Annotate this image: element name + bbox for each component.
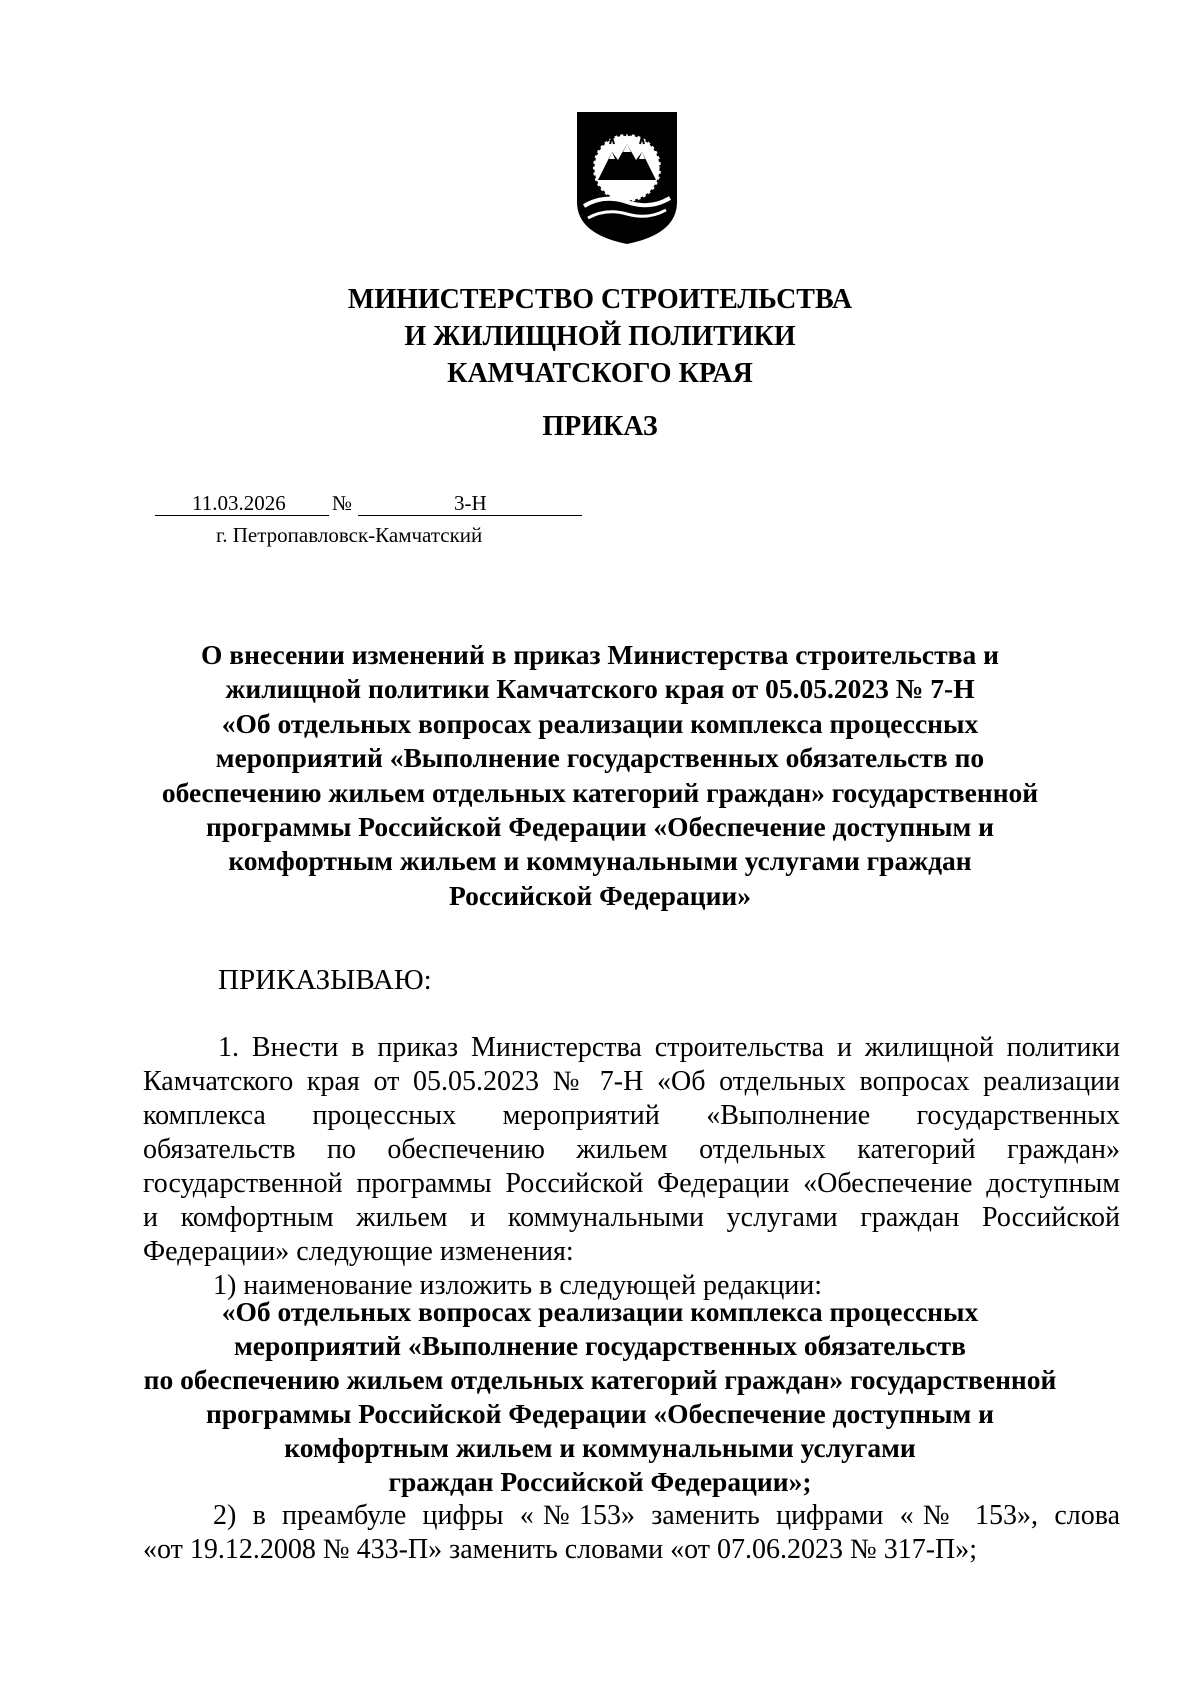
title-line: Российской Федерации» [448,879,752,911]
orders-heading: ПРИКАЗЫВАЮ: [218,964,432,996]
new-title-block [0,1295,1200,1499]
document-number: 3-Н [454,491,487,515]
title-line: жилищной политики Камчатского края от 05.05.2023 № 7-Н [225,673,975,705]
new-title-line: по обеспечению жильем отдельных категорий граждан» государственной [143,1364,1057,1395]
title-line: мероприятий «Выполнение государственных обязательств по [215,742,985,774]
ministry-name [0,281,1200,392]
item-1: 1) наименование изложить в следующей редакции: [213,1270,823,1301]
coat-of-arms-icon [574,110,680,246]
date-underline [155,515,329,516]
document-title [0,638,1200,913]
para-line: комплекса процессных мероприятий «Выполнение государственных [143,1100,1120,1131]
ministry-line: КАМЧАТСКОГО КРАЯ [447,358,753,389]
new-title-line: мероприятий «Выполнение государственных обязательств [234,1330,966,1361]
item-2 [143,1499,1120,1567]
item-2-line: 2) в преамбуле цифры «№153» заменить цифрами «№ 153», слова [213,1500,1120,1531]
title-line: комфортным жильем и коммунальными услугами граждан [228,845,972,877]
new-title-line: граждан Российской Федерации»; [388,1466,812,1497]
document-date: 11.03.2026 [192,491,286,515]
number-sign: № [332,491,353,515]
ministry-line: И ЖИЛИЩНОЙ ПОЛИТИКИ [404,321,796,352]
new-title-line: «Об отдельных вопросах реализации комплекса процессных [221,1296,979,1327]
para-line: Федерации» следующие изменения: [143,1236,574,1267]
title-line: О внесении изменений в приказ Министерства строительства и [201,639,999,670]
para-line: Камчатского края от 05.05.2023 № 7-Н «Об отдельных вопросах реализации [143,1066,1120,1097]
para-line: 1. Внести в приказ Министерства строительства и жилищной политики [218,1032,1120,1063]
new-title-line: программы Российской Федерации «Обеспечение доступным и [206,1398,994,1429]
paragraph-1 [143,1031,1120,1303]
para-line: и комфортным жильем и коммунальными услугами граждан Российской [143,1202,1120,1233]
title-line: «Об отдельных вопросах реализации комплекса процессных [221,707,979,739]
document-type: ПРИКАЗ [542,411,658,442]
title-line: программы Российской Федерации «Обеспечение доступным и [206,811,994,843]
ministry-line: МИНИСТЕРСТВО СТРОИТЕЛЬСТВА [347,284,853,315]
number-underline [358,515,582,516]
new-title-line: комфортным жильем и коммунальными услугами [284,1432,916,1463]
item-2-line: «от 19.12.2008 № 433-П» заменить словами «от 07.06.2023 № 317-П»; [143,1534,978,1565]
para-line: обязательств по обеспечению жильем отдельных категорий граждан» [143,1134,1120,1165]
city-name: г. Петропавловск-Камчатский [216,523,483,547]
title-line: обеспечению жильем отдельных категорий граждан» государственной [161,776,1039,808]
para-line: государственной программы Российской Федерации «Обеспечение доступным [143,1168,1120,1199]
